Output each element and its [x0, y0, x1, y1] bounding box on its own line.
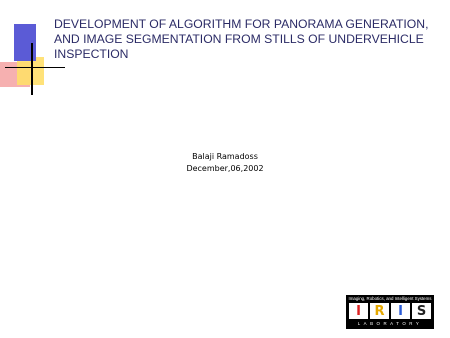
- logo-letters: [349, 303, 431, 319]
- logo-letter-i-2: I: [391, 303, 410, 319]
- author-name: Balaji Ramadoss: [192, 152, 258, 161]
- presentation-date: December,06,2002: [186, 164, 264, 173]
- iris-lab-logo: [346, 295, 434, 329]
- slide-title: [54, 17, 444, 62]
- slide-title-line-1: DEVELOPMENT OF ALGORITHM FOR PANORAMA GENERATION,: [54, 17, 429, 31]
- decor-vertical-line: [31, 43, 33, 95]
- logo-subtitle: LABORATORY: [357, 321, 423, 326]
- slide-title-line-3: INSPECTION: [54, 47, 129, 61]
- logo-letter-r: R: [370, 303, 389, 319]
- logo-tagline: Imaging, Robotics, and Intelligent Systems: [348, 296, 432, 301]
- decor-horizontal-line: [5, 67, 65, 68]
- slide-title-line-2: AND IMAGE SEGMENTATION FROM STILLS OF UNDERVEHICLE: [54, 32, 424, 46]
- logo-letter-s: S: [412, 303, 431, 319]
- logo-letter-i: I: [349, 303, 368, 319]
